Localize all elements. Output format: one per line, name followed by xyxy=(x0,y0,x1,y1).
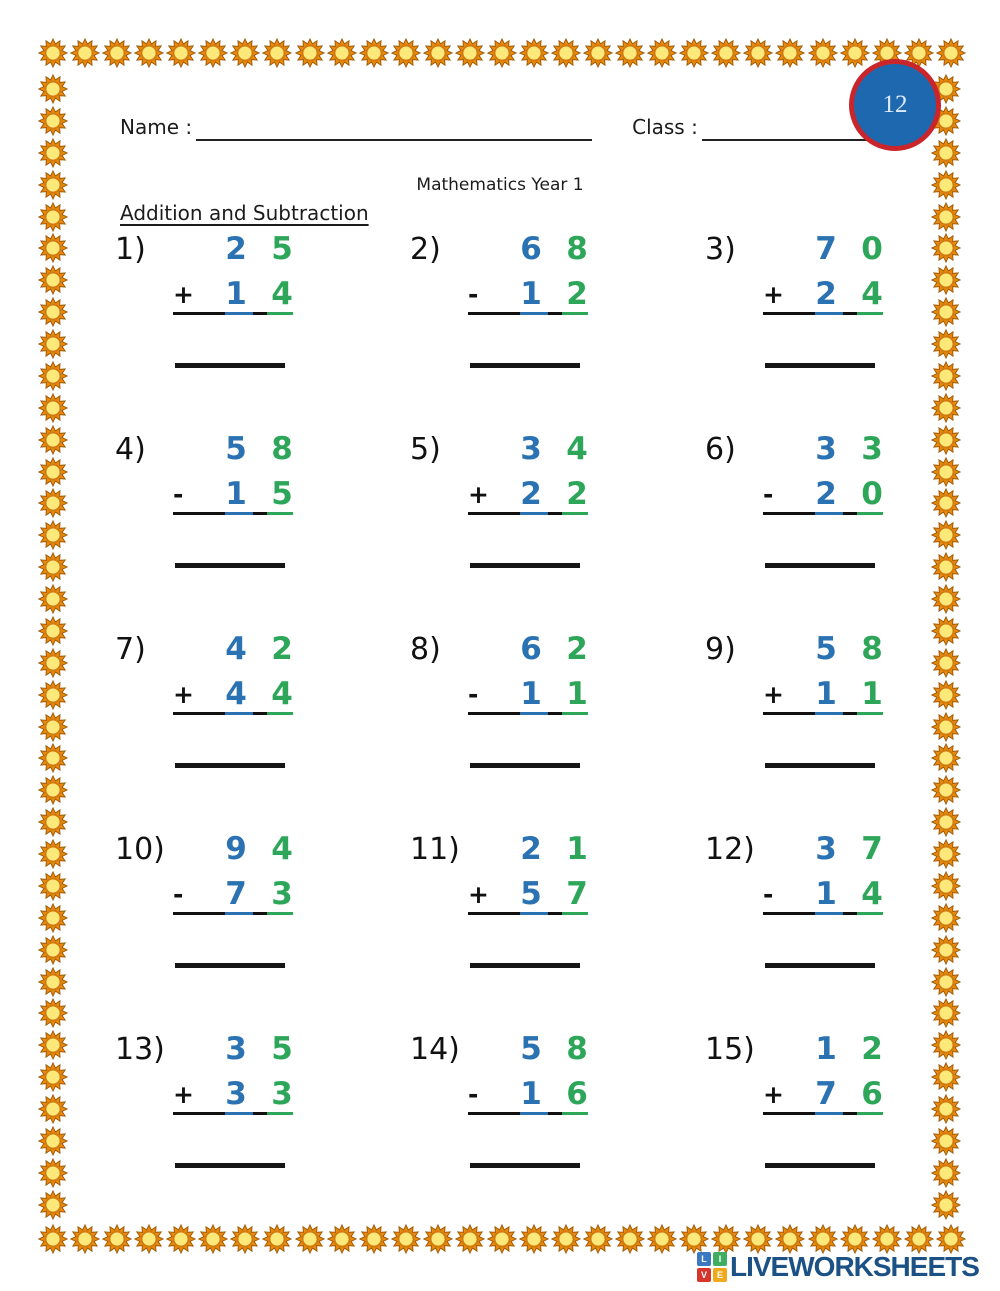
operator-sign: - xyxy=(173,880,184,909)
logo-square-v: V xyxy=(697,1268,711,1282)
units-rule-segment xyxy=(267,912,293,915)
top-tens-digit: 7 xyxy=(815,231,837,267)
bottom-units-digit: 6 xyxy=(566,1076,588,1112)
top-units-digit: 8 xyxy=(566,231,588,267)
problem-number: 8) xyxy=(410,632,441,667)
bottom-tens-digit: 1 xyxy=(225,276,247,312)
problem xyxy=(705,632,945,822)
top-number xyxy=(803,432,895,466)
top-units-digit: 3 xyxy=(861,431,883,467)
bottom-number xyxy=(508,677,600,711)
bottom-tens-digit: 2 xyxy=(815,276,837,312)
bottom-number xyxy=(213,277,305,311)
units-rule-segment xyxy=(857,1112,883,1115)
units-rule-segment xyxy=(857,912,883,915)
top-units-digit: 1 xyxy=(566,831,588,867)
operator-sign: + xyxy=(763,1080,784,1109)
equation-rule xyxy=(763,1112,883,1115)
problem xyxy=(410,1032,650,1222)
bottom-number xyxy=(508,1077,600,1111)
answer-line[interactable] xyxy=(175,963,285,968)
top-number xyxy=(213,232,305,266)
equation-rule xyxy=(763,912,883,915)
problem xyxy=(115,232,355,422)
units-rule-segment xyxy=(267,1112,293,1115)
operator-sign: + xyxy=(468,880,489,909)
top-number xyxy=(213,632,305,666)
tens-rule-segment xyxy=(520,312,548,315)
answer-line[interactable] xyxy=(175,363,285,368)
top-units-digit: 8 xyxy=(271,431,293,467)
top-units-digit: 8 xyxy=(566,1031,588,1067)
top-tens-digit: 5 xyxy=(225,431,247,467)
bottom-number xyxy=(803,277,895,311)
page-number: 12 xyxy=(882,91,908,118)
top-number xyxy=(213,432,305,466)
answer-line[interactable] xyxy=(470,1163,580,1168)
problem xyxy=(705,432,945,622)
answer-line[interactable] xyxy=(175,1163,285,1168)
bottom-units-digit: 2 xyxy=(566,476,588,512)
problem xyxy=(705,1032,945,1222)
problem xyxy=(705,832,945,1022)
tens-rule-segment xyxy=(225,512,253,515)
operator-sign: - xyxy=(173,480,184,509)
top-tens-digit: 9 xyxy=(225,831,247,867)
top-number xyxy=(213,832,305,866)
top-units-digit: 8 xyxy=(861,631,883,667)
problem xyxy=(115,1032,355,1222)
problem-number: 6) xyxy=(705,432,736,467)
page-number-badge xyxy=(849,59,941,151)
answer-line[interactable] xyxy=(765,963,875,968)
liveworksheets-logo-text: LIVEWORKSHEETS xyxy=(730,1251,979,1282)
problem xyxy=(410,232,650,422)
problem-number: 5) xyxy=(410,432,441,467)
units-rule-segment xyxy=(562,312,588,315)
top-units-digit: 2 xyxy=(566,631,588,667)
logo-square-i: I xyxy=(713,1252,727,1266)
bottom-tens-digit: 7 xyxy=(225,876,247,912)
tens-rule-segment xyxy=(815,912,843,915)
top-units-digit: 5 xyxy=(271,1031,293,1067)
top-tens-digit: 3 xyxy=(815,431,837,467)
equation-rule xyxy=(468,912,588,915)
problem xyxy=(410,432,650,622)
operator-sign: - xyxy=(763,480,774,509)
bottom-number xyxy=(213,677,305,711)
bottom-tens-digit: 1 xyxy=(815,676,837,712)
top-number xyxy=(508,232,600,266)
answer-line[interactable] xyxy=(765,563,875,568)
units-rule-segment xyxy=(267,712,293,715)
logo-square-l: L xyxy=(697,1252,711,1266)
bottom-units-digit: 4 xyxy=(271,276,293,312)
answer-line[interactable] xyxy=(765,763,875,768)
bottom-units-digit: 4 xyxy=(861,276,883,312)
name-label: Name : xyxy=(120,115,193,139)
equation-rule xyxy=(763,512,883,515)
top-tens-digit: 2 xyxy=(520,831,542,867)
bottom-tens-digit: 3 xyxy=(225,1076,247,1112)
problem-number: 13) xyxy=(115,1032,165,1067)
tens-rule-segment xyxy=(225,912,253,915)
top-number xyxy=(508,432,600,466)
operator-sign: + xyxy=(173,680,194,709)
top-number xyxy=(213,1032,305,1066)
equation-rule xyxy=(468,512,588,515)
bottom-number xyxy=(213,477,305,511)
bottom-number xyxy=(508,877,600,911)
bottom-units-digit: 6 xyxy=(861,1076,883,1112)
answer-line[interactable] xyxy=(765,1163,875,1168)
bottom-units-digit: 5 xyxy=(271,476,293,512)
top-tens-digit: 6 xyxy=(520,231,542,267)
equation-rule xyxy=(763,312,883,315)
top-number xyxy=(803,232,895,266)
bottom-units-digit: 3 xyxy=(271,876,293,912)
answer-line[interactable] xyxy=(765,363,875,368)
equation-rule xyxy=(173,312,293,315)
bottom-tens-digit: 1 xyxy=(520,676,542,712)
operator-sign: - xyxy=(763,880,774,909)
units-rule-segment xyxy=(267,512,293,515)
operator-sign: - xyxy=(468,680,479,709)
operator-sign: - xyxy=(468,1080,479,1109)
problem-number: 3) xyxy=(705,232,736,267)
operator-sign: + xyxy=(468,480,489,509)
bottom-tens-digit: 2 xyxy=(520,476,542,512)
problem-number: 11) xyxy=(410,832,460,867)
bottom-tens-digit: 1 xyxy=(225,476,247,512)
bottom-number xyxy=(213,1077,305,1111)
operator-sign: - xyxy=(468,280,479,309)
top-number xyxy=(508,832,600,866)
page-subtitle: Addition and Subtraction xyxy=(120,201,369,225)
top-number xyxy=(508,1032,600,1066)
tens-rule-segment xyxy=(815,712,843,715)
bottom-units-digit: 1 xyxy=(861,676,883,712)
problem xyxy=(410,632,650,822)
bottom-tens-digit: 1 xyxy=(520,1076,542,1112)
operator-sign: + xyxy=(763,280,784,309)
answer-line[interactable] xyxy=(470,563,580,568)
bottom-number xyxy=(803,677,895,711)
bottom-units-digit: 2 xyxy=(566,276,588,312)
problem xyxy=(115,432,355,622)
problem xyxy=(115,632,355,822)
units-rule-segment xyxy=(857,712,883,715)
answer-line[interactable] xyxy=(175,563,285,568)
answer-line[interactable] xyxy=(470,963,580,968)
bottom-number xyxy=(508,477,600,511)
bottom-tens-digit: 1 xyxy=(520,276,542,312)
units-rule-segment xyxy=(267,312,293,315)
equation-rule xyxy=(468,312,588,315)
tens-rule-segment xyxy=(225,1112,253,1115)
answer-line[interactable] xyxy=(175,763,285,768)
top-tens-digit: 2 xyxy=(225,231,247,267)
bottom-number xyxy=(803,1077,895,1111)
liveworksheets-logo xyxy=(697,1252,979,1282)
problem-number: 10) xyxy=(115,832,165,867)
tens-rule-segment xyxy=(520,712,548,715)
bottom-units-digit: 7 xyxy=(566,876,588,912)
equation-rule xyxy=(173,1112,293,1115)
top-tens-digit: 5 xyxy=(815,631,837,667)
top-units-digit: 2 xyxy=(861,1031,883,1067)
problem-number: 2) xyxy=(410,232,441,267)
operator-sign: + xyxy=(173,280,194,309)
problem-number: 9) xyxy=(705,632,736,667)
bottom-units-digit: 0 xyxy=(861,476,883,512)
tens-rule-segment xyxy=(520,512,548,515)
problem-number: 15) xyxy=(705,1032,755,1067)
top-tens-digit: 3 xyxy=(520,431,542,467)
top-units-digit: 5 xyxy=(271,231,293,267)
tens-rule-segment xyxy=(225,712,253,715)
class-label: Class : xyxy=(632,115,698,139)
units-rule-segment xyxy=(857,312,883,315)
answer-line[interactable] xyxy=(470,763,580,768)
bottom-number xyxy=(803,477,895,511)
problem-number: 7) xyxy=(115,632,146,667)
bottom-units-digit: 4 xyxy=(861,876,883,912)
units-rule-segment xyxy=(562,512,588,515)
tens-rule-segment xyxy=(815,1112,843,1115)
tens-rule-segment xyxy=(815,512,843,515)
problem-number: 4) xyxy=(115,432,146,467)
top-number xyxy=(803,832,895,866)
logo-square-e: E xyxy=(713,1268,727,1282)
operator-sign: + xyxy=(763,680,784,709)
bottom-units-digit: 3 xyxy=(271,1076,293,1112)
operator-sign: + xyxy=(173,1080,194,1109)
tens-rule-segment xyxy=(520,1112,548,1115)
bottom-units-digit: 4 xyxy=(271,676,293,712)
bottom-tens-digit: 4 xyxy=(225,676,247,712)
top-units-digit: 2 xyxy=(271,631,293,667)
top-tens-digit: 6 xyxy=(520,631,542,667)
top-number xyxy=(508,632,600,666)
units-rule-segment xyxy=(562,712,588,715)
units-rule-segment xyxy=(562,1112,588,1115)
page-title: Mathematics Year 1 xyxy=(416,175,584,195)
top-units-digit: 7 xyxy=(861,831,883,867)
top-tens-digit: 3 xyxy=(815,831,837,867)
equation-rule xyxy=(173,712,293,715)
equation-rule xyxy=(468,712,588,715)
top-units-digit: 4 xyxy=(271,831,293,867)
equation-rule xyxy=(173,912,293,915)
top-tens-digit: 5 xyxy=(520,1031,542,1067)
bottom-number xyxy=(508,277,600,311)
top-units-digit: 0 xyxy=(861,231,883,267)
equation-rule xyxy=(173,512,293,515)
top-tens-digit: 3 xyxy=(225,1031,247,1067)
tens-rule-segment xyxy=(815,312,843,315)
problem-number: 1) xyxy=(115,232,146,267)
problem-number: 12) xyxy=(705,832,755,867)
bottom-number xyxy=(803,877,895,911)
top-tens-digit: 1 xyxy=(815,1031,837,1067)
units-rule-segment xyxy=(562,912,588,915)
bottom-tens-digit: 1 xyxy=(815,876,837,912)
equation-rule xyxy=(763,712,883,715)
top-units-digit: 4 xyxy=(566,431,588,467)
top-number xyxy=(803,1032,895,1066)
problem xyxy=(410,832,650,1022)
problem-number: 14) xyxy=(410,1032,460,1067)
bottom-units-digit: 1 xyxy=(566,676,588,712)
tens-rule-segment xyxy=(225,312,253,315)
top-tens-digit: 4 xyxy=(225,631,247,667)
bottom-tens-digit: 2 xyxy=(815,476,837,512)
bottom-tens-digit: 5 xyxy=(520,876,542,912)
answer-line[interactable] xyxy=(470,363,580,368)
tens-rule-segment xyxy=(520,912,548,915)
units-rule-segment xyxy=(857,512,883,515)
liveworksheets-logo-icon xyxy=(697,1252,727,1282)
problem xyxy=(115,832,355,1022)
bottom-number xyxy=(213,877,305,911)
equation-rule xyxy=(468,1112,588,1115)
top-number xyxy=(803,632,895,666)
problem xyxy=(705,232,945,422)
bottom-tens-digit: 7 xyxy=(815,1076,837,1112)
